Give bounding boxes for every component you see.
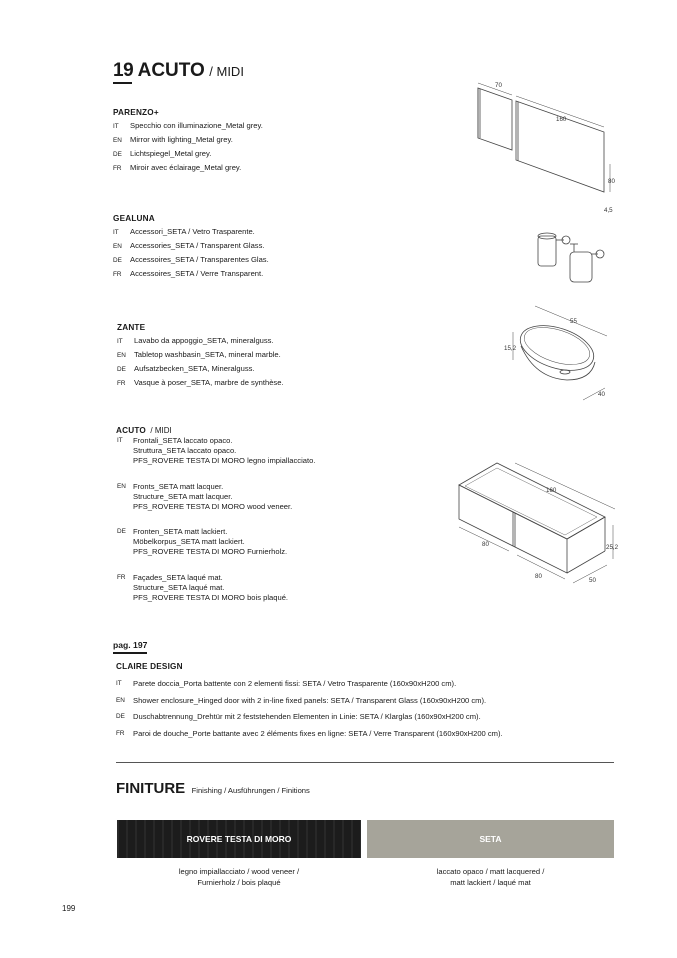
row-line: Möbelkorpus_SETA matt lackiert. (133, 537, 245, 546)
row-text: Paroi de douche_Porte battante avec 2 éléments fixes en ligne: SETA / Verre Transparent (160x90xH200 cm). (133, 729, 503, 738)
zante-title: ZANTE (117, 323, 146, 332)
page-number: 199 (62, 904, 76, 913)
title-name: ACUTO (137, 60, 205, 81)
caption-line: legno impiallacciato / wood veneer / (178, 867, 300, 876)
row-line: PFS_ROVERE TESTA DI MORO wood veneer. (133, 502, 293, 511)
row-line: Struttura_SETA laccato opaco. (133, 446, 237, 455)
dim-label: 15,2 (504, 345, 517, 352)
acuto-title-name: ACUTO (116, 426, 146, 435)
row-line: Structure_SETA laqué mat. (133, 583, 225, 592)
lang-code: FR (117, 380, 126, 387)
lang-code: EN (116, 697, 125, 704)
lang-code: DE (117, 528, 126, 535)
lang-code: EN (117, 483, 126, 490)
dim-label: 4,5 (604, 207, 613, 214)
row-line: Structure_SETA matt lacquer. (133, 492, 233, 501)
lang-code: FR (113, 271, 122, 278)
row-line: Façades_SETA laqué mat. (133, 573, 223, 582)
caption-line: matt lackiert / laqué mat (450, 878, 531, 887)
row-text: Mirror with lighting_Metal grey. (130, 135, 233, 144)
row-line: PFS_ROVERE TESTA DI MORO legno impiallacciato. (133, 456, 316, 465)
lang-code: FR (113, 165, 122, 172)
dim-label: 50 (589, 577, 596, 584)
page-reference: pag. 197 (113, 640, 148, 650)
dim-label: 80 (482, 541, 489, 548)
lang-code: EN (117, 352, 126, 359)
row-text: Duschabtrennung_Drehtür mit 2 feststehenden Elementen in Linie: SETA / Klarglas (160x90xH200 cm). (133, 712, 481, 721)
dim-label: 40 (598, 391, 605, 398)
claire-title: CLAIRE DESIGN (116, 662, 183, 671)
row-line: PFS_ROVERE TESTA DI MORO Furnierholz. (133, 547, 288, 556)
lang-code: DE (113, 257, 122, 264)
row-text: Accessori_SETA / Vetro Trasparente. (130, 227, 255, 236)
swatch-label: ROVERE TESTA DI MORO (186, 834, 292, 844)
gealuna-title: GEALUNA (113, 214, 155, 223)
lang-code: DE (116, 713, 125, 720)
dim-label: 80 (608, 178, 615, 185)
swatch-rovere (117, 820, 361, 858)
swatch-label: SETA (479, 834, 502, 844)
swatch-seta (367, 820, 614, 858)
row-text: Lavabo da appoggio_SETA, mineralguss. (134, 336, 274, 345)
row-line: PFS_ROVERE TESTA DI MORO bois plaqué. (133, 593, 289, 602)
row-line: Frontali_SETA laccato opaco. (133, 436, 233, 445)
row-text: Miroir avec éclairage_Metal grey. (130, 163, 242, 172)
lang-code: IT (113, 123, 119, 130)
lang-code: IT (117, 437, 123, 444)
dim-label: 80 (535, 573, 542, 580)
lang-code: FR (116, 730, 125, 737)
row-line: Fronts_SETA matt lacquer. (133, 482, 224, 491)
parenzo-title: PARENZO+ (113, 108, 159, 117)
row-text: Accessoires_SETA / Verre Transparent. (130, 269, 264, 278)
row-text: Accessories_SETA / Transparent Glass. (130, 241, 265, 250)
dim-label: 70 (495, 82, 502, 89)
swatch-caption (367, 866, 614, 888)
title-number: 19 (113, 60, 134, 81)
dim-label: 160 (546, 487, 557, 494)
lang-code: IT (117, 338, 123, 345)
finishes-heading (116, 780, 310, 798)
mirror-drawing (470, 78, 620, 218)
finishes-subtitle: Finishing / Ausführungen / Finitions (191, 786, 310, 795)
cabinet-drawing (455, 455, 625, 590)
row-text: Parete doccia_Porta battente con 2 elementi fissi: SETA / Vetro Trasparente (160x90xH200 cm). (133, 679, 457, 688)
lang-code: EN (113, 243, 122, 250)
section-divider (116, 762, 614, 763)
row-text: Shower enclosure_Hinged door with 2 in-line fixed panels: SETA / Transparent Glass (160x90xH200 cm). (133, 696, 487, 705)
accessories-drawing (530, 222, 610, 292)
lang-code: DE (117, 366, 126, 373)
row-text: Specchio con illuminazione_Metal grey. (130, 121, 263, 130)
row-text: Vasque à poser_SETA, marbre de synthèse. (134, 378, 284, 387)
finishes-title: FINITURE (116, 780, 186, 797)
title-underline (113, 82, 132, 84)
lang-code: FR (117, 574, 126, 581)
title-variant: / MIDI (209, 64, 244, 79)
row-text: Aufsatzbecken_SETA, Mineralguss. (134, 364, 255, 373)
acuto-title-sub: / MIDI (150, 426, 172, 435)
row-line: Fronten_SETA matt lackiert. (133, 527, 228, 536)
lang-code: EN (113, 137, 122, 144)
page-title (113, 60, 244, 82)
caption-line: laccato opaco / matt lacquered / (436, 867, 545, 876)
dim-label: 25,2 (606, 544, 619, 551)
page-reference-underline (113, 652, 147, 654)
lang-code: IT (116, 680, 122, 687)
dim-label: 55 (570, 318, 577, 325)
caption-line: Furnierholz / bois plaqué (197, 878, 281, 887)
lang-code: DE (113, 151, 122, 158)
row-text: Tabletop washbasin_SETA, mineral marble. (134, 350, 281, 359)
lang-code: IT (113, 229, 119, 236)
row-text: Accessoires_SETA / Transparentes Glas. (130, 255, 269, 264)
row-text: Lichtspiegel_Metal grey. (130, 149, 212, 158)
swatch-caption (117, 866, 361, 888)
dim-label: 160 (556, 116, 567, 123)
